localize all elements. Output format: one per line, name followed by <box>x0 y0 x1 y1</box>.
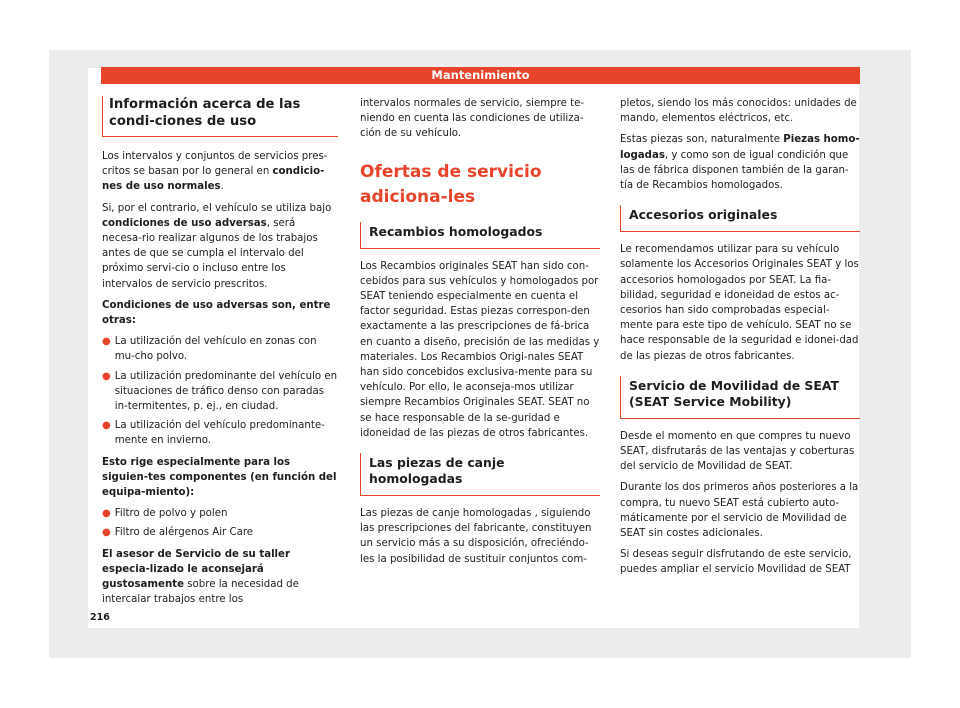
list-item: ● Filtro de alérgenos Air Care <box>102 525 338 540</box>
paragraph: Estas piezas son, naturalmente Piezas homo-logadas, y como son de igual condición que las de fábrica disponen también de la garan-tía de Recambios homologados. <box>620 134 860 192</box>
paragraph: Los Recambios originales SEAT han sido con-cebidos para sus vehículos y homologados por SEAT teniendo especialmente en cuenta el factor seguridad. Estas piezas correspon-den exactamente a las prescripciones de fá-brica en cuanto a diseño, precisión de las medidas y materiales. Los Recambios Origi-nales SEAT han sido concebidos exclusiva-mente para su vehículo. Por ello, le aconseja-mos utilizar siempre Recambios Originales SEAT. SEAT no se hace responsable de la se-guridad e idoneidad de las piezas de otros fabricantes. <box>360 260 600 439</box>
page-number: 216 <box>90 612 110 623</box>
bullet-icon: ● <box>102 336 111 348</box>
column-2 <box>360 96 600 573</box>
list-item: ● La utilización predominante del vehículo en situaciones de tráfico denso con paradas in-termitentes, p. ej., en ciudad. <box>102 369 338 415</box>
bullet-icon: ● <box>102 370 111 382</box>
chapter-header: Mantenimiento <box>101 67 860 84</box>
chapter-heading: Ofertas de servicio adiciona-les <box>360 161 542 207</box>
subheading-piezas-canje: Las piezas de canje homologadas <box>360 453 600 496</box>
list-item: ● La utilización del vehículo en zonas con mu-cho polvo. <box>102 334 338 364</box>
paragraph: Si, por el contrario, el vehículo se utiliza bajo condiciones de uso adversas, será necesa-rio realizar algunos de los trabajos antes de que se cumpla el intervalo del próximo servi-cio o incluso entre los intervalos de servicio prescritos. <box>102 202 332 290</box>
paragraph: Si deseas seguir disfrutando de este servicio, puedes ampliar el servicio Movilidad de SEAT <box>620 549 852 576</box>
list-item: ● Filtro de polvo y polen <box>102 506 338 521</box>
paragraph: pletos, siendo los más conocidos: unidades de mando, elementos eléctricos, etc. <box>620 98 857 125</box>
paragraph-bold: Condiciones de uso adversas son, entre otras: <box>102 299 331 327</box>
column-1 <box>102 96 338 613</box>
paragraph: intervalos normales de servicio, siempre te-niendo en cuenta las condiciones de utiliza-ción de su vehículo. <box>360 98 585 140</box>
subheading-movilidad: Servicio de Movilidad de SEAT (SEAT Service Mobility) <box>620 376 860 419</box>
paragraph: Le recomendamos utilizar para su vehículo solamente los Accesorios Originales SEAT y los accesorios homologados por SEAT. La fia-bilidad, seguridad e idoneidad de estos ac-cesorios han sido comprobadas especial-mente para este tipo de vehículo. SEAT no se hace responsable de la seguridad e idonei-dad de las piezas de otros fabricantes. <box>620 244 859 362</box>
subheading-recambios: Recambios homologados <box>360 222 600 249</box>
subheading-accesorios: Accesorios originales <box>620 205 860 232</box>
bullet-icon: ● <box>102 527 111 539</box>
paragraph: Desde el momento en que compres tu nuevo SEAT, disfrutarás de las ventajas y coberturas del servicio de Movilidad de SEAT. <box>620 430 855 473</box>
paragraph: Las piezas de canje homologadas , siguiendo las prescripciones del fabricante, constituyen un servicio más a su disposición, ofreciéndo-les la posibilidad de sustituir conjuntos com- <box>360 508 592 565</box>
paragraph: El asesor de Servicio de su taller especia-lizado le aconsejará gustosamente sobre la necesidad de intercalar trabajos entre los <box>102 548 299 606</box>
paragraph: Los intervalos y conjuntos de servicios pres-critos se basan por lo general en condicio-nes de uso normales. <box>102 151 328 193</box>
paragraph: Durante los dos primeros años posteriores a la compra, tu nuevo SEAT está cubierto auto-máticamente por el servicio de Movilidad de SEAT sin costes adicionales. <box>620 482 859 540</box>
paragraph-bold: Esto rige especialmente para los siguien-tes componentes (en función del equipa-miento): <box>102 456 337 499</box>
section-heading-conditions: Información acerca de las condi-ciones de uso <box>102 96 338 137</box>
bullet-icon: ● <box>102 508 111 520</box>
list-item: ● La utilización del vehículo predominante-mente en invierno. <box>102 418 338 448</box>
column-3 <box>620 96 860 584</box>
bullet-icon: ● <box>102 420 111 432</box>
